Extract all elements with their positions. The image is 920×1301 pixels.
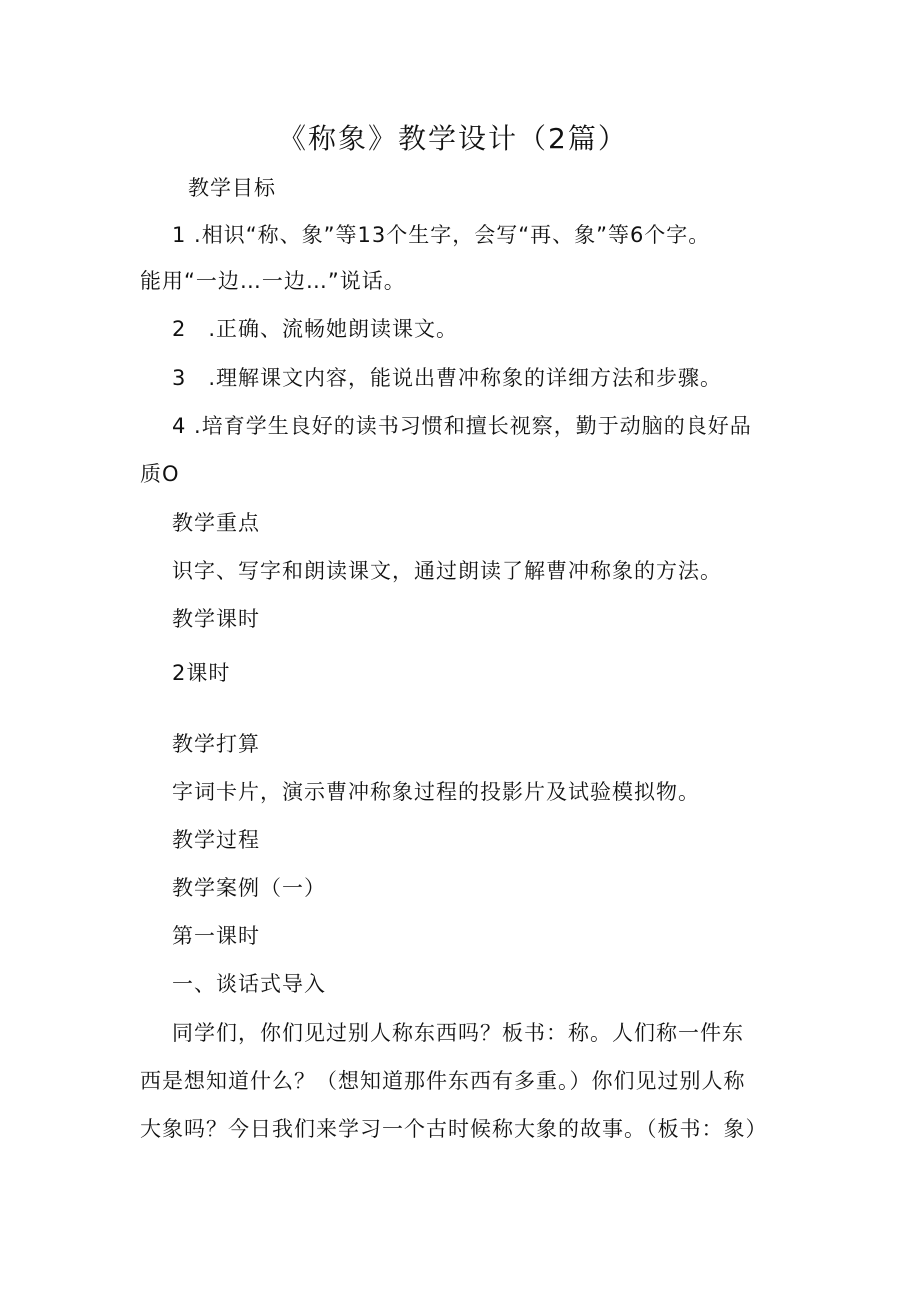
goal-4-line-1: 4 .培育学生良好的读书习惯和擅长视察，勤于动脑的良好品 <box>172 414 752 438</box>
heading-teaching-process: 教学过程 <box>172 828 260 852</box>
heading-teaching-goals: 教学目标 <box>188 176 276 200</box>
heading-teaching-preparation: 教学打算 <box>172 732 260 756</box>
goal-1-line-2: 能用“一边…一边…”说话。 <box>140 269 406 293</box>
heading-teaching-case-1: 教学案例（一） <box>172 876 326 900</box>
heading-first-lesson: 第一课时 <box>172 924 260 948</box>
goal-4-line-2: 质O <box>140 462 180 486</box>
goal-3: 3 .理解课文内容，能说出曹冲称象的详细方法和步骤。 <box>172 366 723 390</box>
goal-1-line-1: 1 .相识“称、象”等13个生字，会写“再、象”等6个字。 <box>172 223 711 247</box>
intro-paragraph-line-1: 同学们，你们见过别人称东西吗？板书：称。人们称一件东 <box>172 1021 744 1045</box>
teaching-preparation-text: 字词卡片，演示曹冲称象过程的投影片及试验模拟物。 <box>172 780 700 804</box>
teaching-focus-text: 识字、写字和朗读课文，通过朗读了解曹冲称象的方法。 <box>172 559 722 583</box>
heading-class-hours: 教学课时 <box>172 607 260 631</box>
document-title: 《称象》教学设计（2篇） <box>278 122 628 155</box>
heading-teaching-focus: 教学重点 <box>172 511 260 535</box>
goal-2: 2 .正确、流畅她朗读课文。 <box>172 317 459 341</box>
intro-paragraph-line-2: 西是想知道什么？（想知道那件东西有多重。）你们见过别人称 <box>140 1069 746 1093</box>
intro-paragraph-line-3: 大象吗？今日我们来学习一个古时候称大象的故事。（板书：象） <box>140 1117 768 1141</box>
heading-conversation-intro: 一、谈话式导入 <box>172 972 326 996</box>
class-hours-text: 2课时 <box>172 661 231 685</box>
